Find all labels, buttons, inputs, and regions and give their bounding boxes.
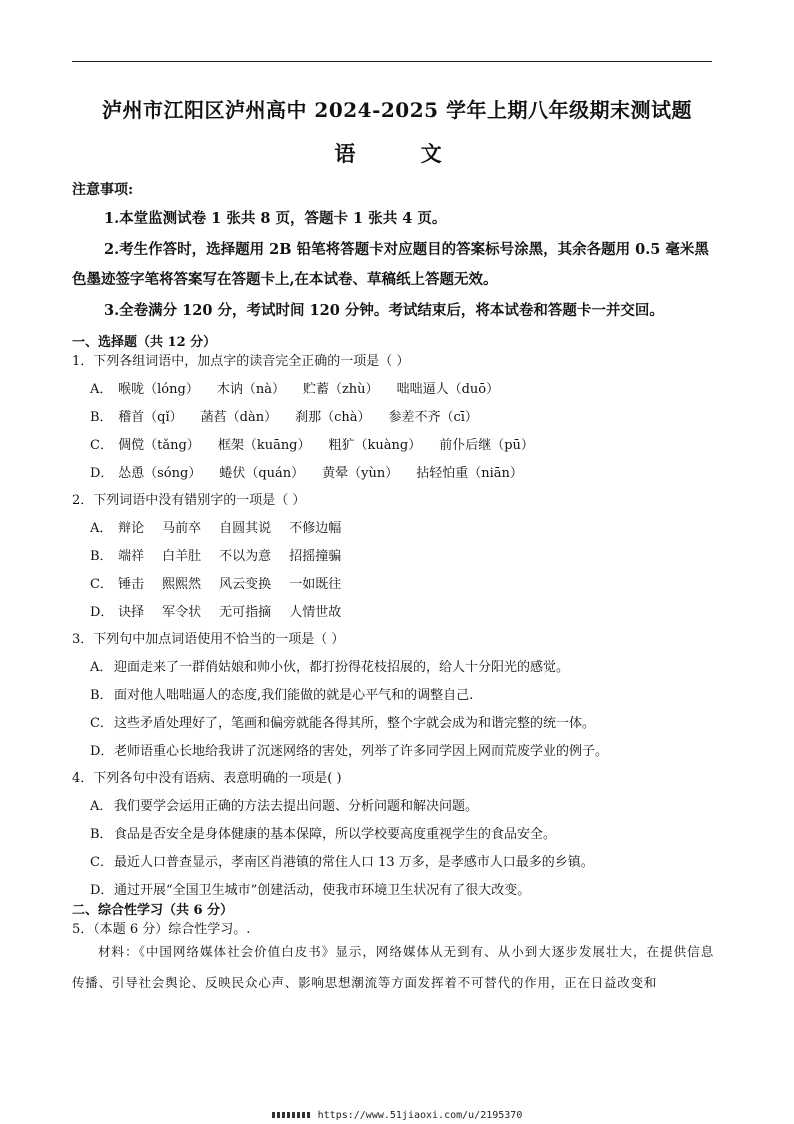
footer-url[interactable]: https://www.51jiaoxi.com/u/2195370 <box>317 1110 523 1121</box>
subject-title: 语 文 <box>334 141 460 166</box>
option-label: A． <box>90 799 113 814</box>
note-item: 3.全卷满分 120 分，考试时间 120 分钟。考试结束后，将本试卷和答题卡一并交回。 <box>104 302 664 319</box>
option-row <box>90 462 541 481</box>
option-word: 贮蓄（zhù） <box>302 382 379 397</box>
note-item: 2.考生作答时，选择题用 2B 铅笔将答题卡对应题目的答案标号涂黑，其余各题用 0.5 毫米黑色墨迹签字笔将答案写在答题卡上,在本试卷、草稿纸上答题无效。 <box>72 241 709 288</box>
option-row <box>90 517 359 536</box>
option-label: C． <box>90 438 113 453</box>
option-row <box>90 378 517 397</box>
question-stem: 3．下列句中加点词语使用不恰当的一项是（ ） <box>72 632 345 647</box>
option-word: 前仆后继（pū） <box>439 438 534 453</box>
option-word: 稽首（qǐ） <box>118 410 183 425</box>
question-stem: 1．下列各组词语中，加点字的读音完全正确的一项是（ ） <box>72 354 410 369</box>
question-stem: 2．下列词语中没有错别字的一项是（ ） <box>72 493 306 508</box>
option-label: B． <box>90 410 113 425</box>
note-item: 1.本堂监测试卷 1 张共 8 页，答题卡 1 张共 4 页。 <box>104 210 447 227</box>
option-word: 拈轻怕重（niān） <box>416 466 523 481</box>
option-word: 军令状 <box>162 605 202 620</box>
option-word: 无可指摘 <box>219 605 272 620</box>
option-word: 一如既往 <box>289 577 342 592</box>
option-text: 我们要学会运用正确的方法去提出问题、分析问题和解决问题。 <box>114 799 479 814</box>
option-word: 倜傥（tǎng） <box>118 438 200 453</box>
option-word: 刹那（chà） <box>295 410 371 425</box>
option-row <box>90 434 552 453</box>
option-row <box>90 879 530 898</box>
option-label: D． <box>90 466 114 481</box>
option-row <box>90 656 569 675</box>
option-text: 食品是否安全是身体健康的基本保障，所以学校要高度重视学生的食品安全。 <box>114 827 557 842</box>
option-word: 菡萏（dàn） <box>200 410 278 425</box>
option-word: 不以为意 <box>219 549 272 564</box>
option-word: 框架（kuāng） <box>217 438 311 453</box>
option-word: 诀择 <box>118 605 145 620</box>
option-row <box>90 823 556 842</box>
option-text: 通过开展“全国卫生城市”创建活动，使我市环境卫生状况有了很大改变。 <box>114 883 531 898</box>
option-text: 面对他人咄咄逼人的态度,我们能做的就是心平气和的调整自己. <box>114 688 474 703</box>
option-row <box>90 712 595 731</box>
option-word: 喉咙（lóng） <box>118 382 199 397</box>
option-word: 端祥 <box>118 549 145 564</box>
watermark-logo-icon <box>272 1112 312 1118</box>
option-word: 风云变换 <box>219 577 272 592</box>
option-row <box>90 573 359 592</box>
option-label: A． <box>90 660 113 675</box>
option-word: 怂恿（sóng） <box>118 466 202 481</box>
option-word: 辩论 <box>118 521 145 536</box>
option-row <box>90 545 359 564</box>
question-stem: 4．下列各句中没有语病、表意明确的一项是( ) <box>72 771 342 786</box>
page-title: 泸州市江阳区泸州高中 2024-2025 学年上期八年级期末测试题 <box>101 98 693 122</box>
option-row <box>90 406 496 425</box>
option-word: 参差不齐（cī） <box>388 410 478 425</box>
option-text: 这些矛盾处理好了，笔画和偏旁就能各得其所，整个字就会成为和谐完整的统一体。 <box>114 716 596 731</box>
notes-heading: 注意事项: <box>72 182 134 198</box>
option-word: 人情世故 <box>289 605 342 620</box>
option-word: 木讷（nà） <box>216 382 285 397</box>
section-heading: 二、综合性学习（共 6 分） <box>72 903 234 918</box>
option-row <box>90 851 594 870</box>
option-label: B． <box>90 688 113 703</box>
option-word: 咄咄逼人（duō） <box>396 382 500 397</box>
reading-material: 材料：《中国网络媒体社会价值白皮书》显示，网络媒体从无到有、从小到大逐步发展壮大，在提供信息传播、引导社会舆论、反映民众心声、影响思想潮流等方面发挥着不可替代的作用，正在日益改变和 <box>72 944 714 990</box>
option-row <box>90 684 473 703</box>
option-label: D． <box>90 883 114 898</box>
option-word: 粗犷（kuàng） <box>328 438 422 453</box>
option-label: C． <box>90 855 113 870</box>
option-label: D． <box>90 744 114 759</box>
option-label: B． <box>90 549 113 564</box>
option-word: 不修边幅 <box>289 521 342 536</box>
option-label: A． <box>90 382 113 397</box>
option-label: A． <box>90 521 113 536</box>
option-label: C． <box>90 577 113 592</box>
option-text: 最近人口普查显示，孝南区肖港镇的常住人口 13 万多，是孝感市人口最多的乡镇。 <box>114 855 594 870</box>
option-word: 熙熙然 <box>162 577 202 592</box>
option-word: 自圆其说 <box>219 521 272 536</box>
option-word: 白羊肚 <box>162 549 202 564</box>
option-text: 老师语重心长地给我讲了沉迷网络的害处，列举了许多同学因上网而荒废学业的例子。 <box>114 744 609 759</box>
option-label: D． <box>90 605 114 620</box>
option-text: 迎面走来了一群俏姑娘和帅小伙，都打扮得花枝招展的，给人十分阳光的感觉。 <box>114 660 570 675</box>
option-row <box>90 740 608 759</box>
section-heading: 一、选择题（共 12 分） <box>72 335 217 350</box>
option-word: 黄晕（yùn） <box>322 466 399 481</box>
header-rule <box>72 61 712 62</box>
option-label: C． <box>90 716 113 731</box>
option-label: B． <box>90 827 113 842</box>
footer-watermark <box>0 1110 794 1121</box>
option-row <box>90 795 478 814</box>
option-word: 招摇撞骗 <box>289 549 342 564</box>
option-word: 蜷伏（quán） <box>219 466 305 481</box>
option-row <box>90 601 359 620</box>
question-stem: 5．（本题 6 分）综合性学习。. <box>72 922 251 937</box>
option-word: 马前卒 <box>162 521 202 536</box>
option-word: 锤击 <box>118 577 145 592</box>
